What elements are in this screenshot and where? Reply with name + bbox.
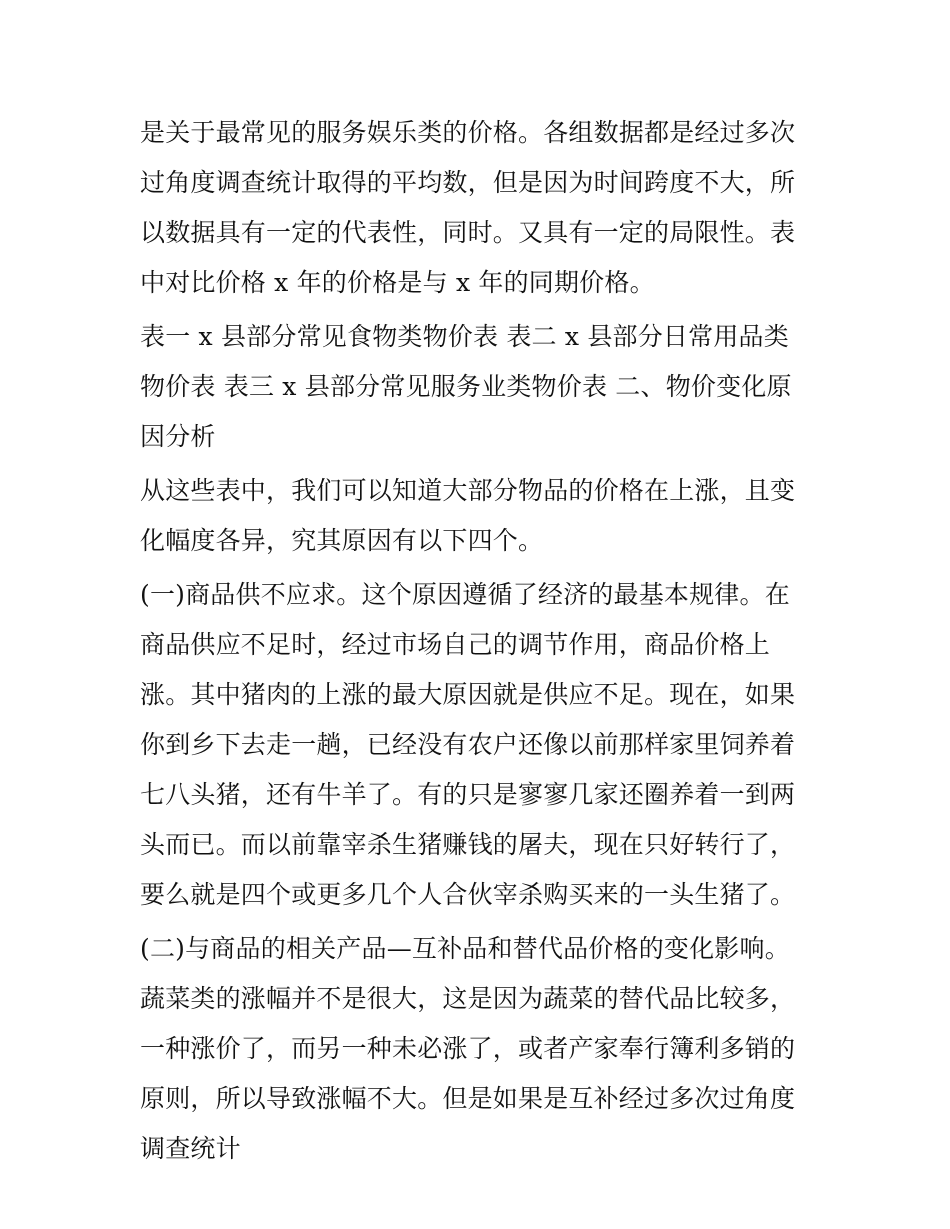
paragraph-table-list: 表一 x 县部分常见食物类物价表 表二 x 县部分日常用品类物价表 表三 x 县部分常见服务业类物价表 二、物价变化原因分析 — [140, 322, 792, 451]
paragraph-price-survey-intro: 是关于最常见的服务娱乐类的价格。各组数据都是经过多次过角度调查统计取得的平均数，但是因为时间跨度不大，所以数据具有一定的代表性，同时。又具有一定的局限性。表中对比价格 x 年的价格是与 x 年的同期价格。 — [140, 118, 796, 297]
paragraph-reason-supply: (一)商品供不应求。这个原因遵循了经济的最基本规律。在商品供应不足时，经过市场自己的调节作用，商品价格上涨。其中猪肉的上涨的最大原因就是供应不足。现在，如果你到乡下去走一趟，已经没有农户还像以前那样家里饲养着七八头猪，还有牛羊了。有的只是寥寥几家还圈养着一到两头而已。而以前靠宰杀生猪赚钱的屠夫，现在只好转行了，要么就是四个或更多几个人合伙宰杀购买来的一头生猪了。 — [140, 580, 796, 909]
paragraph-price-rise-summary: 从这些表中，我们可以知道大部分物品的价格在上涨，且变化幅度各异，究其原因有以下四个。 — [140, 476, 796, 555]
paragraph-reason-related-goods: (二)与商品的相关产品—互补品和替代品价格的变化影响。蔬菜类的涨幅并不是很大，这是因为蔬菜的替代品比较多，一种涨价了，而另一种未必涨了，或者产家奉行簿利多销的原则，所以导致涨幅不大。但是如果是互补经过多次过角度调查统计 — [140, 934, 796, 1163]
document-body — [140, 108, 812, 1178]
